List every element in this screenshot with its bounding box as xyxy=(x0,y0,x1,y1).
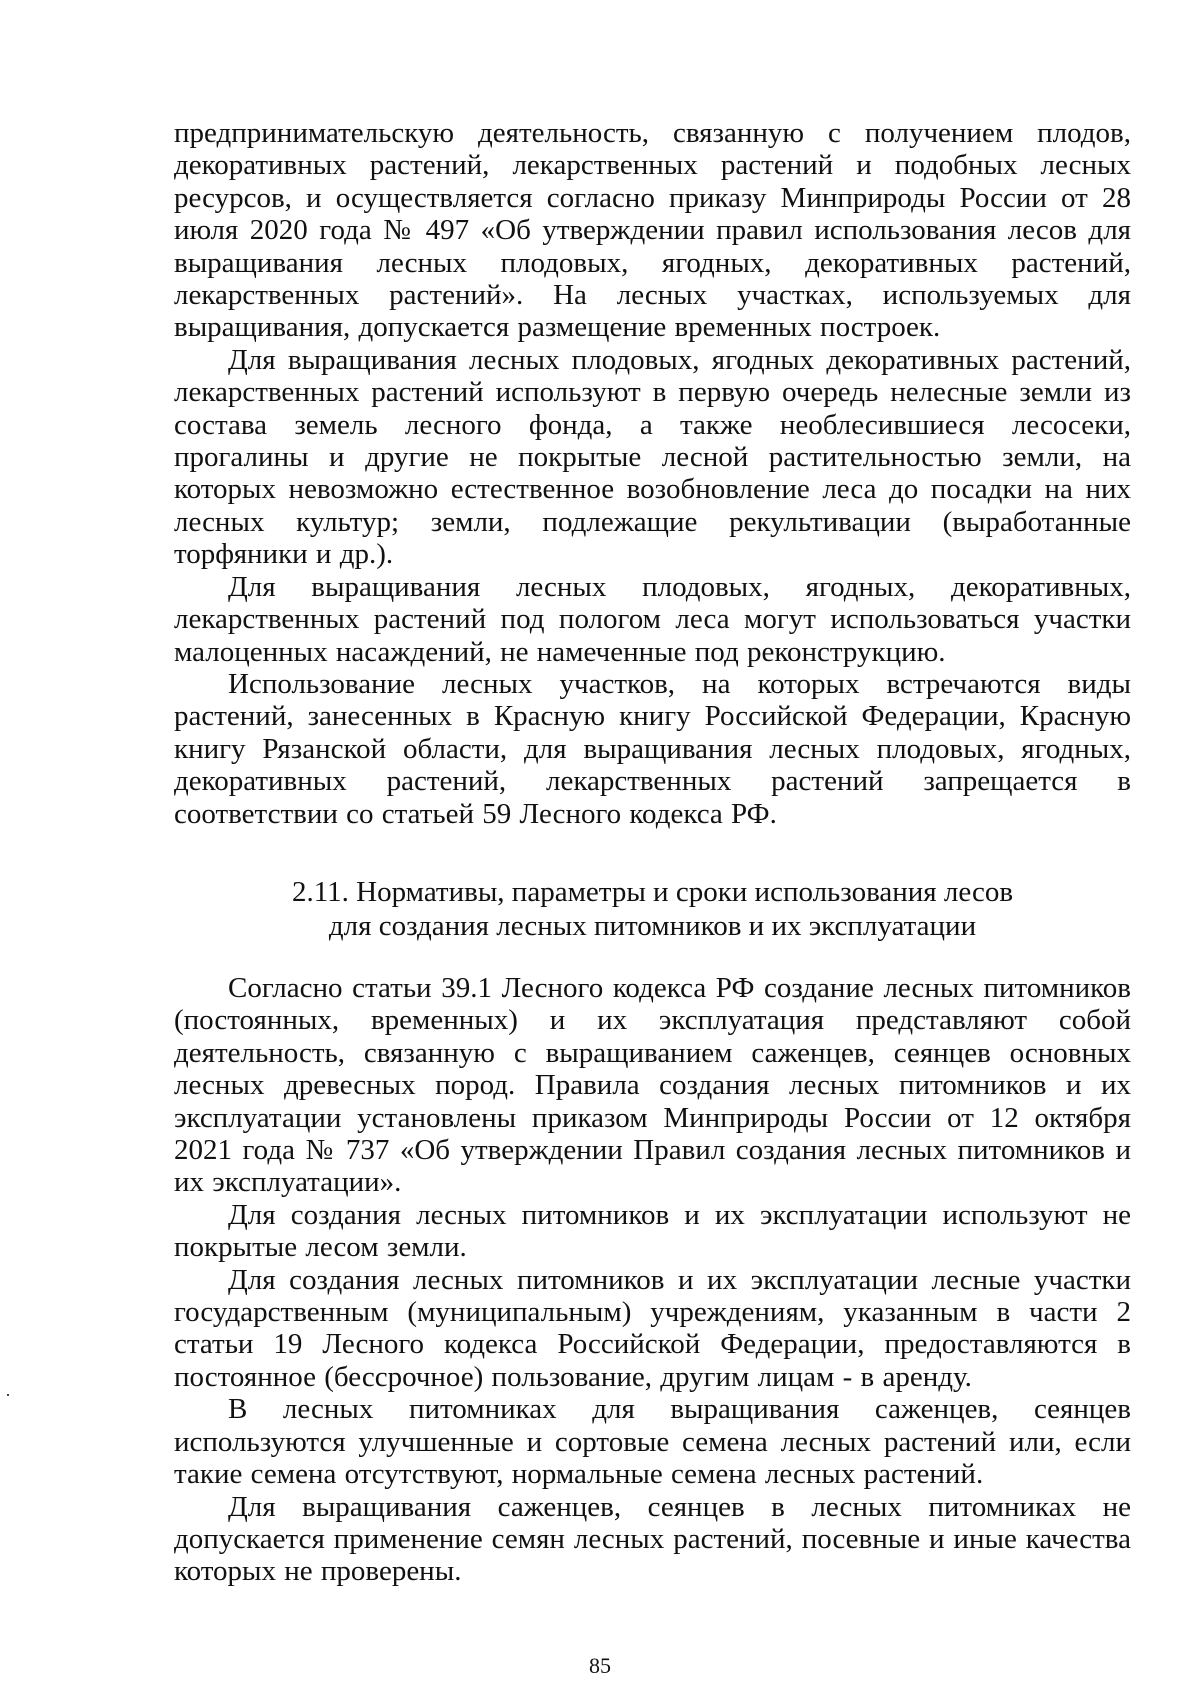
paragraph: Для выращивания саженцев, сеянцев в лесных питомниках не допускается применение семян лесных растений, посевные и иные качества которых не проверены. xyxy=(174,1490,1131,1588)
paragraph: Для создания лесных питомников и их эксплуатации используют не покрытые лесом земли. xyxy=(174,1198,1131,1264)
scan-artifact-dot xyxy=(7,1394,9,1396)
section-heading xyxy=(174,875,1131,943)
section-heading-line-1: 2.11. Нормативы, параметры и сроки использования лесов xyxy=(291,876,1014,908)
bottom-text-block xyxy=(174,972,1131,1588)
section-heading-line-2: для создания лесных питомников и их эксплуатации xyxy=(328,910,977,942)
paragraph: Согласно статьи 39.1 Лесного кодекса РФ создание лесных питомников (постоянных, временных) и их эксплуатация представляют собой деятельность, связанную с выращиванием саженцев, сеянцев основных лесных древесных пород. Правила создания лесных питомников и их эксплуатации установлены приказом Минприроды России от 12 октября 2021 года № 737 «Об утверждении Правил создания лесных питомников и их эксплуатации». xyxy=(174,972,1131,1199)
page-number: 85 xyxy=(589,1653,611,1678)
paragraph: В лесных питомниках для выращивания саженцев, сеянцев используются улучшенные и сортовые семена лесных растений или, если такие семена отсутствуют, нормальные семена лесных растений. xyxy=(174,1393,1131,1491)
paragraph: Для создания лесных питомников и их эксплуатации лесные участки государственным (муниципальным) учреждениям, указанным в части 2 статьи 19 Лесного кодекса Российской Федерации, предоставляются в постоянное (бессрочное) пользование, другим лицам - в аренду. xyxy=(174,1263,1131,1393)
top-text-block xyxy=(174,117,1131,830)
paragraph: Для выращивания лесных плодовых, ягодных, декоративных, лекарственных растений под пологом леса могут использоваться участки малоценных насаждений, не намеченные под реконструкцию. xyxy=(174,570,1131,668)
paragraph: Для выращивания лесных плодовых, ягодных декоративных растений, лекарственных растений используют в первую очередь нелесные земли из состава земель лесного фонда, а также необлесившиеся лесосеки, прогалины и другие не покрытые лесной растительностью земли, на которых невозможно естественное возобновление леса до посадки на них лесных культур; земли, подлежащие рекультивации (выработанные торфяники и др.). xyxy=(174,343,1131,571)
paragraph-continuation: предпринимательскую деятельность, связанную с получением плодов, декоративных растений, лекарственных растений и подобных лесных ресурсов, и осуществляется согласно приказу Минприроды России от 28 июля 2020 года № 497 «Об утверждении правил использования лесов для выращивания лесных плодовых, ягодных, декоративных растений, лекарственных растений». На лесных участках, используемых для выращивания, допускается размещение временных построек. xyxy=(174,117,1131,344)
paragraph: Использование лесных участков, на которых встречаются виды растений, занесенных в Красную книгу Российской Федерации, Красную книгу Рязанской области, для выращивания лесных плодовых, ягодных, декоративных растений, лекарственных растений запрещается в соответствии со статьей 59 Лесного кодекса РФ. xyxy=(174,667,1131,830)
